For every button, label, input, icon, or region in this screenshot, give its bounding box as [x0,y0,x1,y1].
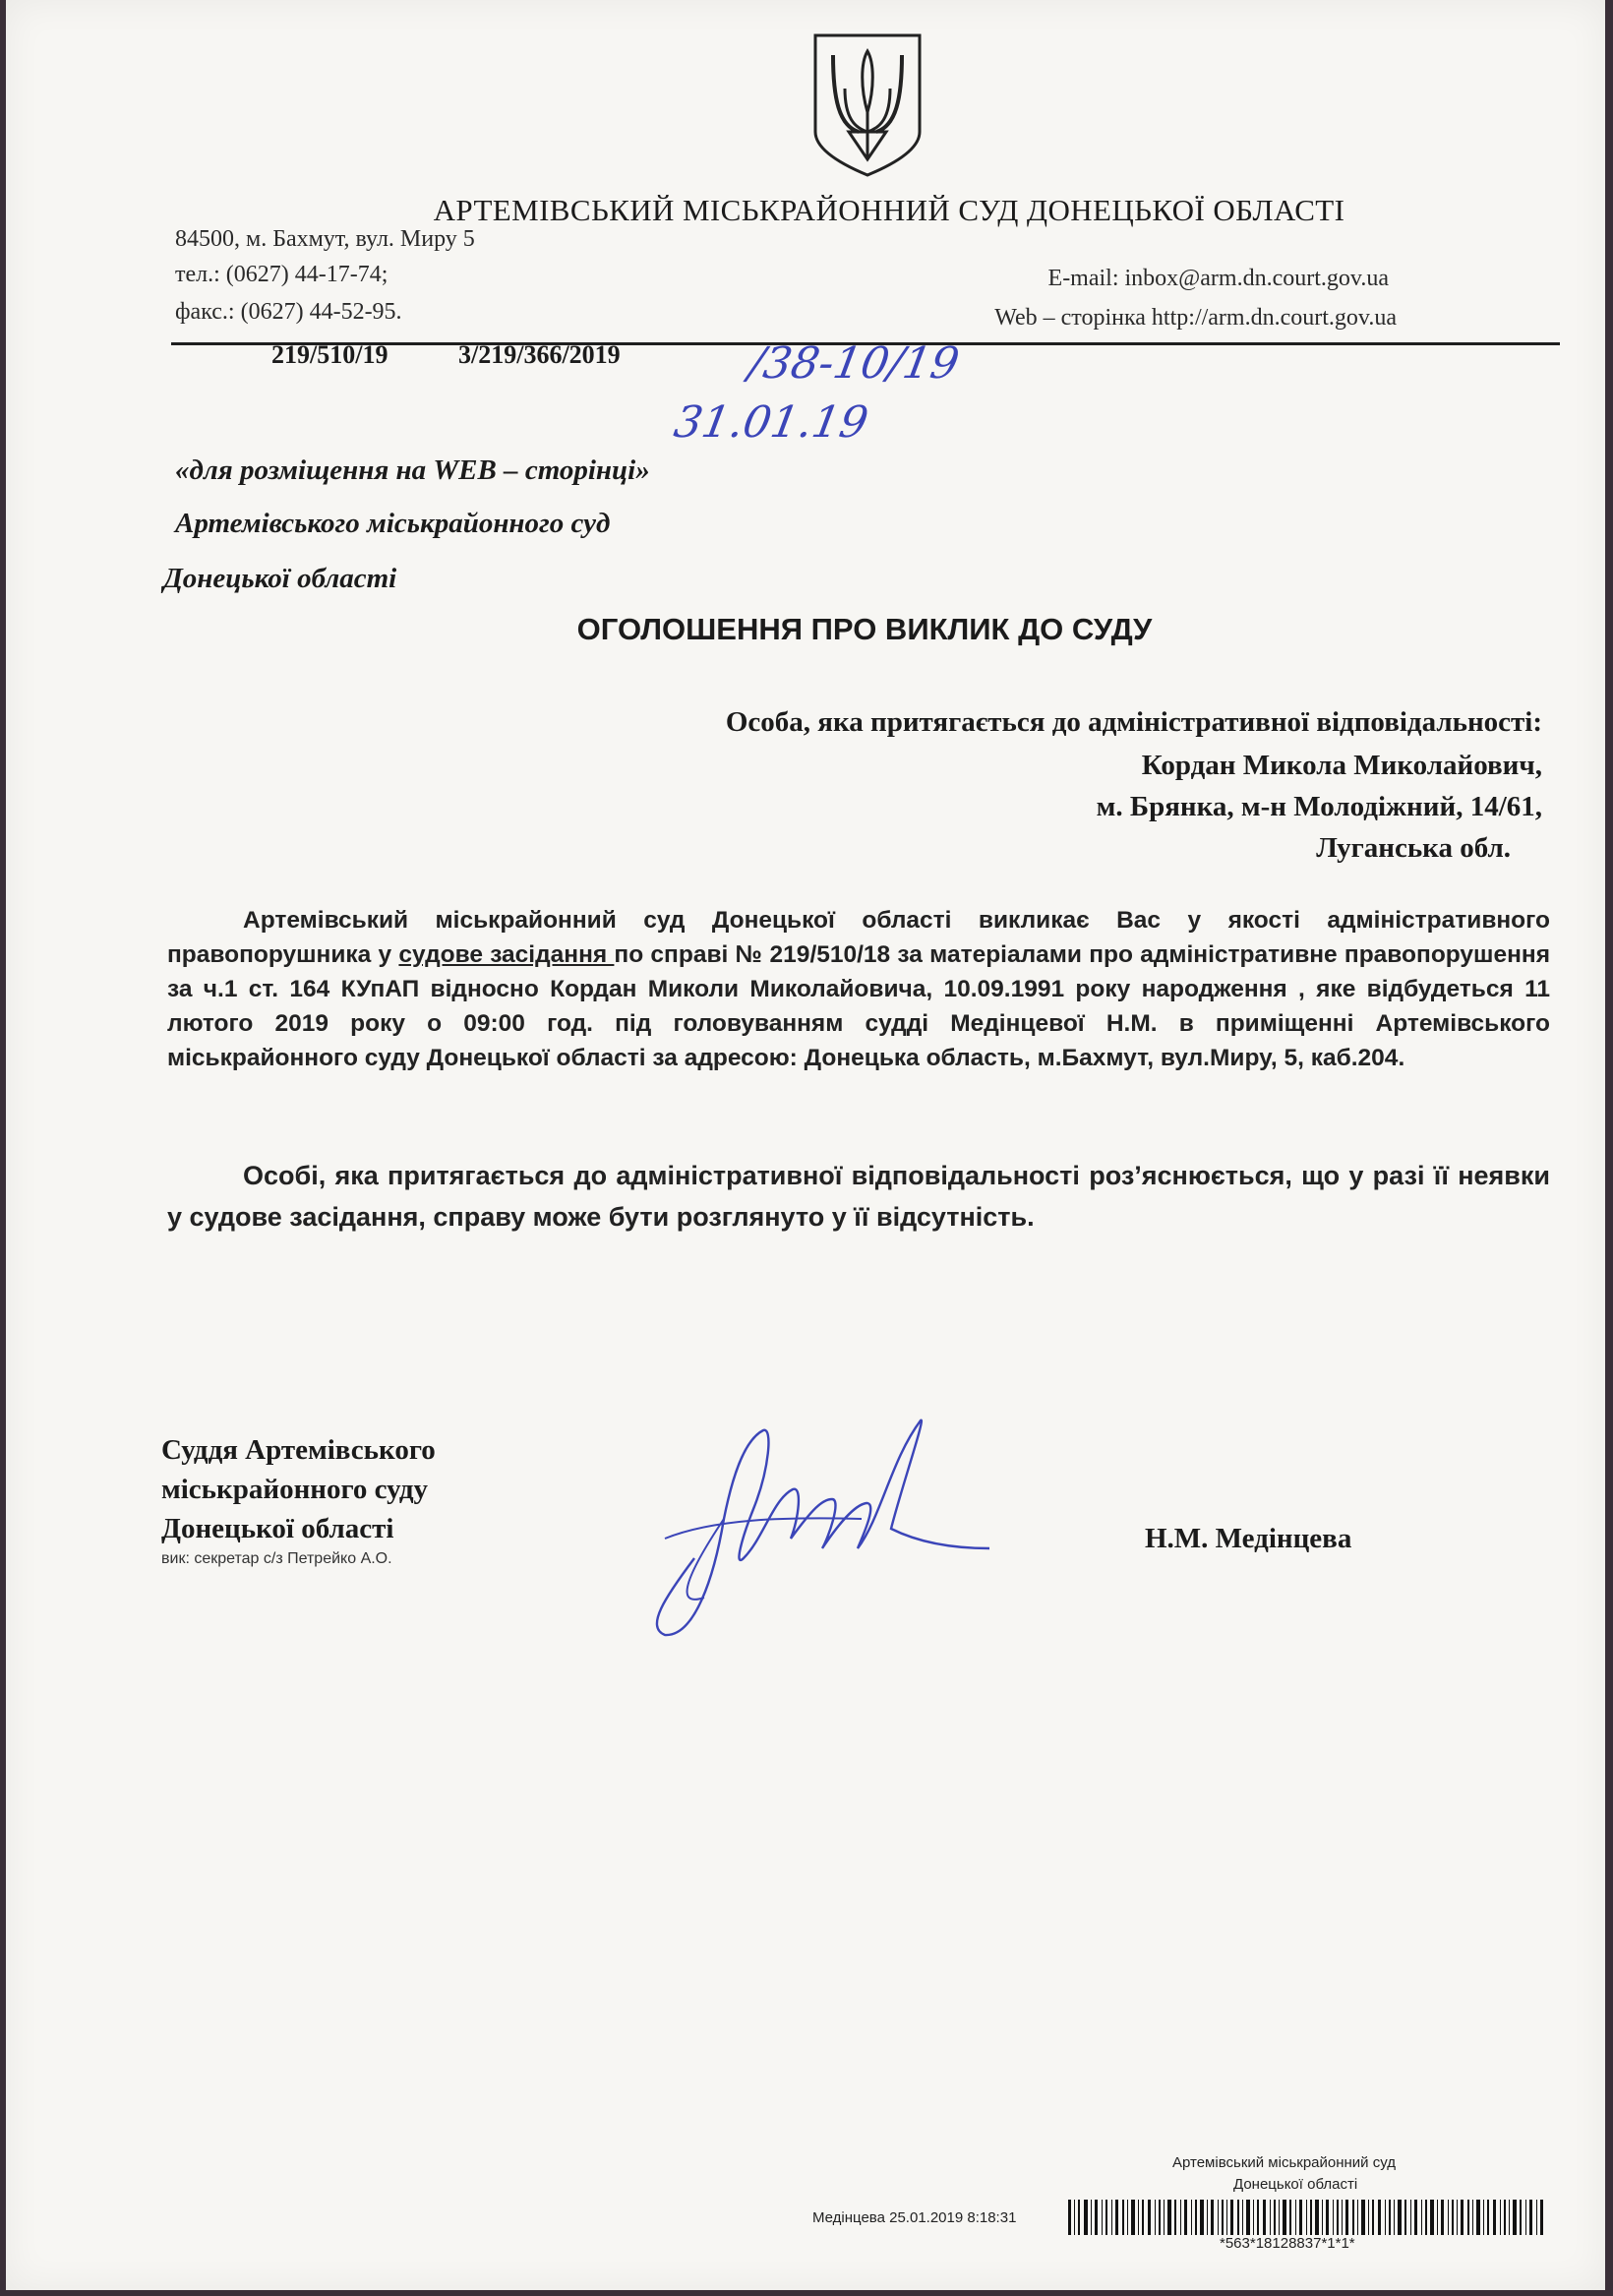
document-page [6,0,1605,2290]
court-phone: тел.: (0627) 44-17-74; [175,262,388,287]
stamp-court-name: Артемівський міськрайонний суд [1172,2154,1396,2171]
person-region: Луганська обл. [1316,832,1511,864]
notice-paragraph-2: Особі, яка притягається до адміністративної відповідальності роз’яснюється, що у разі її неявки у судове засідання, справу може бути розглянуто у її відсутність. [167,1161,1550,1232]
handwritten-date: 31.01.19 [670,397,872,448]
case-ref-1: 219/510/19 [271,340,388,369]
notice-title: ОГОЛОШЕННЯ ПРО ВИКЛИК ДО СУДУ [576,612,1153,646]
handwritten-registration-number: /38-10/19 [745,338,963,389]
paragraph-1-text-end: по справі № 219/510/18 за матеріалами про адміністративне правопорушення за ч.1 ст. 164 КУпАП відносно Кордан Миколи Миколайовича, 10.09.1991 року народження , яке відбудеться 11 лютого 2019 року о 09:00 год. під головуванням судді Медінцевої Н.М. в приміщенні Артемівського міськрайонного суду Донецької області за адресою: Донецька область, м.Бахмут, вул.Миру, 5, каб.204. [167,941,1550,1071]
case-ref-2: 3/219/366/2019 [458,340,621,369]
paragraph-1-underlined-text: судове засідання [398,941,615,968]
recipient-line-3: Донецької області [163,563,397,594]
signature-position-line-1: Суддя Артемівського [161,1434,436,1466]
stamp-court-region: Донецької області [1233,2176,1358,2193]
handwritten-signature [626,1401,989,1637]
coat-of-arms-emblem [809,30,926,179]
stamp-signed-by: Медінцева 25.01.2019 8:18:31 [812,2209,1017,2226]
court-name: АРТЕМІВСЬКИЙ МІСЬКРАЙОННИЙ СУД ДОНЕЦЬКОЇ ОБЛАСТІ [433,193,1345,227]
paragraph-1-text-start: Артемівський міськрайонний суд Донецької області викликає Вас у якості адміністративного правопорушника у [167,907,1550,968]
person-address: м. Брянка, м-н Молодіжний, 14/61, [1096,791,1542,822]
person-name: Кордан Микола Миколайович, [1141,750,1542,781]
signature-position-line-3: Донецької області [161,1513,394,1544]
court-address: 84500, м. Бахмут, вул. Миру 5 [175,226,475,252]
person-label: Особа, яка притягається до адміністративної відповідальності: [725,706,1542,738]
court-fax: факс.: (0627) 44-52-95. [175,299,402,325]
barcode [1068,2200,1546,2235]
recipient-line-2: Артемівського міськрайонного суд [175,508,611,539]
barcode-code: *563*18128837*1*1* [1220,2235,1355,2252]
executor-note: вик: секретар с/з Петрейко А.О. [161,1550,392,1567]
signature-position-line-2: міськрайонного суду [161,1474,429,1505]
court-website: Web – сторінка http://arm.dn.court.gov.ua [994,305,1397,331]
court-email: E-mail: inbox@arm.dn.court.gov.ua [1047,266,1389,291]
recipient-line-1: «для розміщення на WEB – сторінці» [175,454,650,486]
judge-name: Н.М. Медінцева [1145,1523,1352,1554]
notice-paragraph-1 [167,903,1550,1075]
